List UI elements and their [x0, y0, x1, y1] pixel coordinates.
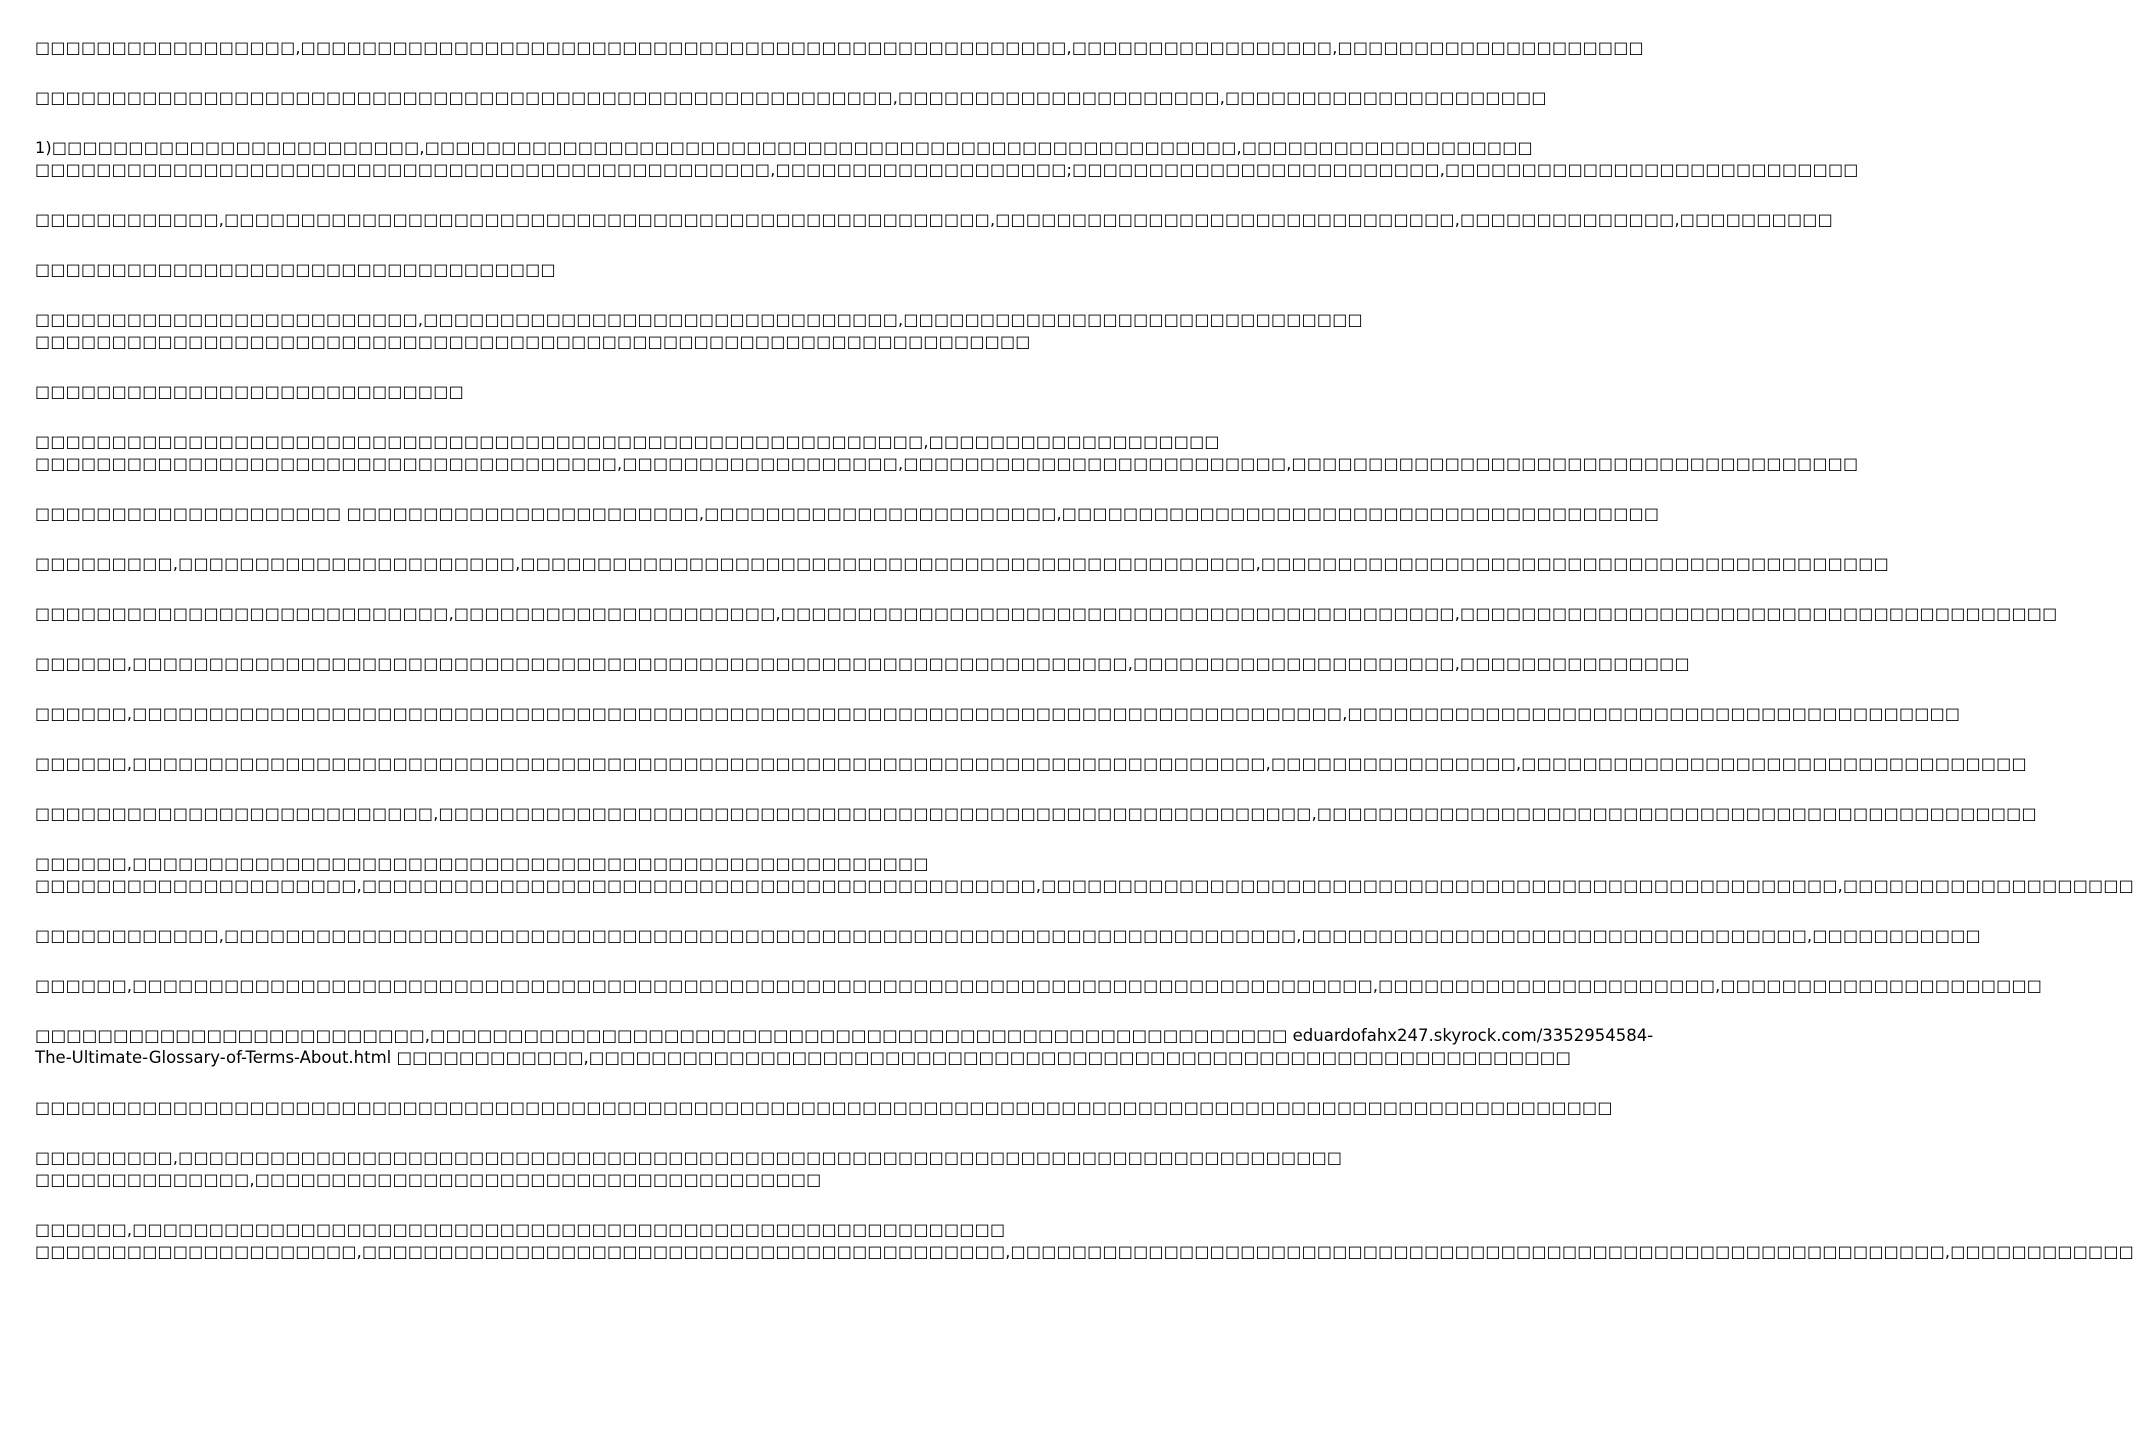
text-line: □□□□□□,□□□□□□□□□□□□□□□□□□□□□□□□□□□□□□□□□□□□□□□□□□□□□□□□□□□□□□□□□□□□□□□□□□□□□□□□□□□□□□□□□,□□□□□□□□□□□□□□□□□□□□□□,□□□□□□□□□□□□□□□□□□□□□ [35, 976, 2043, 995]
text-line: □□□□□□□□□,□□□□□□□□□□□□□□□□□□□□□□,□□□□□□□□□□□□□□□□□□□□□□□□□□□□□□□□□□□□□□□□□□□□□□□□,□□□□□□□□□□□□□□□□□□□□□□□□□□□□□□□□□□□□□□□□□ [35, 554, 1889, 573]
text-line: □□□□□□□□□□□□□□□□□□□□□□□□□□□□□□□□□□ [35, 260, 556, 279]
paragraph [35, 381, 990, 403]
text-line: □□□□□□□□□□□□□□,□□□□□□□□□□□□□□□□□□□□□□□□□□□□□□□□□□□□□ [35, 1170, 822, 1189]
paragraph [35, 37, 1644, 59]
text-line: □□□□□□□□□□□□□□□□□□□□ □□□□□□□□□□□□□□□□□□□□□□□,□□□□□□□□□□□□□□□□□□□□□□□,□□□□□□□□□□□□□□□□□□□□□□□□□□□□□□□□□□□□□□□ [35, 504, 1660, 523]
paragraph [35, 137, 1859, 181]
paragraph [35, 653, 1690, 675]
paragraph [35, 503, 1660, 525]
paragraph [35, 431, 1859, 475]
paragraph [35, 1219, 2134, 1263]
paragraph [35, 925, 1981, 947]
text-line: □□□□□□□□□□□□,□□□□□□□□□□□□□□□□□□□□□□□□□□□□□□□□□□□□□□□□□□□□□□□□□□□□□□□□□□□□□□□□□□□□□□,□□□□□□□□□□□□□□□□□□□□□□□□□□□□□□□□□,□□□□□□□□□□□ [35, 926, 1981, 945]
paragraph [35, 1097, 1613, 1119]
text-line: □□□□□□□□□□□□□□□□□□□□□□□□□□□□□□□□□□□□□□□□□□□□□□□□,□□□□□□□□□□□□□□□□□□□;□□□□□□□□□□□□□□□□□□□□□□□□,□□□□□□□□□□□□□□□□□□□□□□□□□□□ [35, 160, 1859, 179]
text-line: □□□□□□□□□□□□□□□□□□□□□□□□□□□□□□□□□□□□□□,□□□□□□□□□□□□□□□□□□,□□□□□□□□□□□□□□□□□□□□□□□□□,□□□□□□□□□□□□□□□□□□□□□□□□□□□□□□□□□□□□□ [35, 454, 1859, 473]
text-line: □□□□□□□□□□□□□□□□□□□□□□□□□□□□□□□□□□□□□□□□□□□□□□□□□□□□□□□□,□□□□□□□□□□□□□□□□□□□□□,□□□□□□□□□□□□□□□□□□□□□ [35, 88, 1547, 107]
text-line: □□□□□□□□□□□□□□□□□□□□□□□□□□□,□□□□□□□□□□□□□□□□□□□□□,□□□□□□□□□□□□□□□□□□□□□□□□□□□□□□□□□□□□□□□□□□□□,□□□□□□□□□□□□□□□□□□□□□□□□□□□□□□□□□□□□□□□ [35, 604, 2058, 623]
text-line: □□□□□□□□□□□□□□□□□,□□□□□□□□□□□□□□□□□□□□□□□□□□□□□□□□□□□□□□□□□□□□□□□□□□,□□□□□□□□□□□□□□□□□,□□□□□□□□□□□□□□□□□□□□ [35, 38, 1644, 57]
paragraph [35, 259, 990, 281]
paragraph [35, 975, 2043, 997]
text-line: □□□□□□,□□□□□□□□□□□□□□□□□□□□□□□□□□□□□□□□□□□□□□□□□□□□□□□□□□□□□□□□□□□□□□□□□□□□□□□□□□□□□□□,□□□□□□□□□□□□□□□□□□□□□□□□□□□□□□□□□□□□□□□□ [35, 704, 1961, 723]
text-line: □□□□□□□□□□□□□□□□□□□□□□□□□□□□□□□□□□□□□□□□□□□□□□□□□□□□□□□□□□□□□□□□□□□□□□□□□□□□□□□□□□□□□□□□□□□□□□□□□□□□□□□ [35, 1098, 1613, 1117]
text-line: The-Ultimate-Glossary-of-Terms-About.html □□□□□□□□□□□□,□□□□□□□□□□□□□□□□□□□□□□□□□□□□□□□□□□□□□□□□□□□□□□□□□□□□□□□□□□□□□□□ [35, 1048, 1571, 1067]
text-line: □□□□□□□□□□□□□□□□□□□□□□□□□,□□□□□□□□□□□□□□□□□□□□□□□□□□□□□□□□□□□□□□□□□□□□□□□□□□□□□□□ eduardofahx247.skyrock.com/3352954584- [35, 1026, 1654, 1045]
paragraph [35, 753, 2027, 775]
text-line: □□□□□□□□□,□□□□□□□□□□□□□□□□□□□□□□□□□□□□□□□□□□□□□□□□□□□□□□□□□□□□□□□□□□□□□□□□□□□□□□□□□□□□ [35, 1148, 1343, 1167]
paragraph [35, 309, 1363, 353]
paragraph [35, 87, 1547, 109]
text-line: □□□□□□□□□□□□□□□□□□□□□□□□□□□□□□□□□□□□□□□□□□□□□□□□□□□□□□□□□□,□□□□□□□□□□□□□□□□□□□ [35, 432, 1220, 451]
document-body [35, 37, 2134, 1291]
text-line: □□□□□□□□□□□□□□□□□□□□□□□□□□,□□□□□□□□□□□□□□□□□□□□□□□□□□□□□□□□□□□□□□□□□□□□□□□□□□□□□□□□□,□□□□□□□□□□□□□□□□□□□□□□□□□□□□□□□□□□□□□□□□□□□□□□□ [35, 804, 2037, 823]
text-line: □□□□□□,□□□□□□□□□□□□□□□□□□□□□□□□□□□□□□□□□□□□□□□□□□□□□□□□□□□□□□□□□□□□□□□□□,□□□□□□□□□□□□□□□□□□□□□,□□□□□□□□□□□□□□□ [35, 654, 1690, 673]
text-line: □□□□□□□□□□□□□□□□□□□□□,□□□□□□□□□□□□□□□□□□□□□□□□□□□□□□□□□□□□□□□□□□□□,□□□□□□□□□□□□□□□□□□□□□□□□□□□□□□□□□□□□□□□□□□□□□□□□□□□□,□□□□□□□□□□□□□□□□□□□ [35, 876, 2134, 895]
text-line: □□□□□□□□□□□□,□□□□□□□□□□□□□□□□□□□□□□□□□□□□□□□□□□□□□□□□□□□□□□□□□□,□□□□□□□□□□□□□□□□□□□□□□□□□□□□□□,□□□□□□□□□□□□□□,□□□□□□□□□□ [35, 210, 1833, 229]
paragraph [35, 209, 1833, 231]
text-line: □□□□□□□□□□□□□□□□□□□□□□□□□□□□□□□□□□□□□□□□□□□□□□□□□□□□□□□□□□□□□□□□□ [35, 332, 1031, 351]
text-line: □□□□□□□□□□□□□□□□□□□□□□□□□□□□ [35, 382, 464, 401]
paragraph [35, 803, 2037, 825]
paragraph [35, 1147, 1343, 1191]
text-line: □□□□□□□□□□□□□□□□□□□□□,□□□□□□□□□□□□□□□□□□□□□□□□□□□□□□□□□□□□□□□□□□,□□□□□□□□□□□□□□□□□□□□□□□□□□□□□□□□□□□□□□□□□□□□□□□□□□□□□□□□□□□□□,□□□□□□□□□□□□ [35, 1242, 2134, 1261]
paragraph [35, 603, 2058, 625]
paragraph [35, 853, 2134, 897]
paragraph [35, 1025, 1654, 1069]
text-line: □□□□□□,□□□□□□□□□□□□□□□□□□□□□□□□□□□□□□□□□□□□□□□□□□□□□□□□□□□□□□□□□ [35, 1220, 1006, 1239]
text-line: □□□□□□,□□□□□□□□□□□□□□□□□□□□□□□□□□□□□□□□□□□□□□□□□□□□□□□□□□□□□□□□□□□□□□□□□□□□□□□□□□,□□□□□□□□□□□□□□□□,□□□□□□□□□□□□□□□□□□□□□□□□□□□□□□□□□ [35, 754, 2027, 773]
text-line: □□□□□□□□□□□□□□□□□□□□□□□□□,□□□□□□□□□□□□□□□□□□□□□□□□□□□□□□□,□□□□□□□□□□□□□□□□□□□□□□□□□□□□□□ [35, 310, 1363, 329]
paragraph [35, 553, 1889, 575]
text-line: □□□□□□,□□□□□□□□□□□□□□□□□□□□□□□□□□□□□□□□□□□□□□□□□□□□□□□□□□□□ [35, 854, 929, 873]
paragraph [35, 703, 1961, 725]
text-line: 1)□□□□□□□□□□□□□□□□□□□□□□□□,□□□□□□□□□□□□□□□□□□□□□□□□□□□□□□□□□□□□□□□□□□□□□□□□□□□□□,□□□□□□□□□□□□□□□□□□□ [35, 138, 1533, 157]
